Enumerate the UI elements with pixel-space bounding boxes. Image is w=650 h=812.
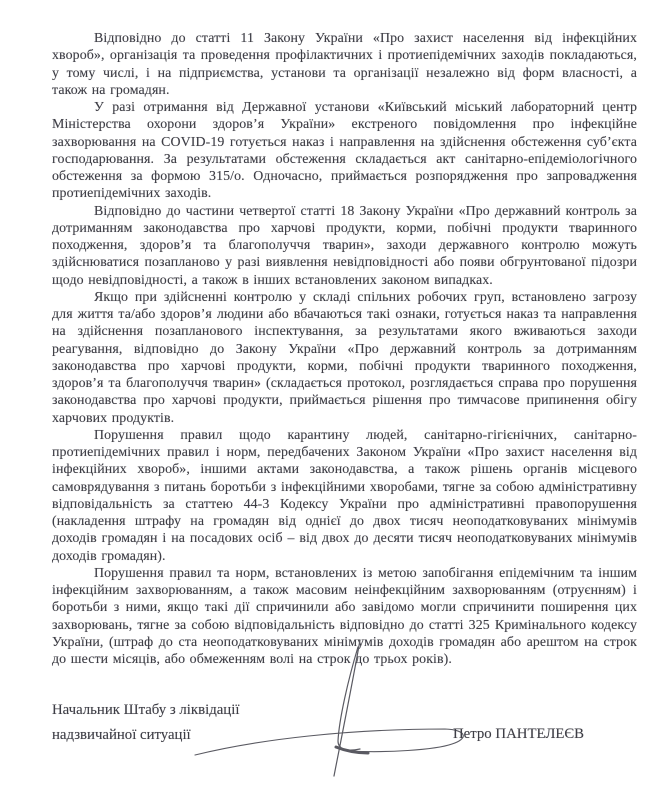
signer-name: Петро ПАНТЕЛЕЄВ bbox=[453, 726, 585, 742]
paragraph-2: У разі отримання від Державної установи «Київський міський лабораторний центр Міністерства охорони здоров’я України» екстреного повідомлення про інфекційне захворювання на COVID-19 готується наказ і направлення на здійснення обстеження суб’єкта господарювання. За результатами обстеження складається акт санітарно-епідеміологічного обстеження за формою 315/о. Одночасно, приймається розпорядження про запровадження протиепідемічних заходів. bbox=[52, 100, 637, 202]
paragraph-6: Порушення правил та норм, встановлених із метою запобігання епідемічним та іншим інфекційним захворюванням, а також масовим неінфекційним захворюванням (отруєнням) і боротьби з ними, якщо такі дії спричинили або завідомо могли спричинити поширення цих захворювань, тягне за собою відповідальність відповідно до статті 325 Кримінального кодексу України, (штраф до ста неоподатковуваних мінімумів доходів громадян або арештом на строк до шести місяців, або обмеженням волі на строк до трьох років). bbox=[52, 565, 637, 667]
signer-position-line-1: Начальник Штабу з ліквідації bbox=[52, 702, 240, 718]
paragraph-3: Відповідно до частини четвертої статті 18 Закону України «Про державний контроль за дотриманням законодавства про харчові продукти, корми, побічні продукти тваринного походження, здоров’я та благополуччя тварин», заходи державного контролю можуть здійснюватися позапланово у разі виявлення невідповідності або появи обгрунтованої підозри щодо невідповідності, а також в інших встановлених законом випадках. bbox=[52, 203, 637, 288]
paragraph-5: Порушення правил щодо карантину людей, санітарно-гігієнічних, санітарно-протиепідемічних правил і норм, передбачених Законом України «Про захист населення від інфекційних хвороб», іншими актами законодавства, а також рішень органів місцевого самоврядування з питань боротьби з інфекційними хворобами, тягне за собою адміністративну відповідальність за статтею 44-3 Кодексу України про адміністративні правопорушення (накладення штрафу на громадян від однієї до двох тисяч неоподатковуваних мінімумів доходів громадян і на посадових осіб – від двох до десяти тисяч неоподатковуваних мінімумів доходів громадян). bbox=[52, 427, 637, 564]
signer-position-line-2: надзвичайної ситуації bbox=[52, 727, 191, 743]
paragraph-4: Якщо при здійсненні контролю у складі спільних робочих груп, встановлено загрозу для життя та/або здоров’я людини або вбачаються такі ознаки, готується наказ та направлення на здійснення позапланового інспектування, за результатами якого вживаються заходи реагування, відповідно до Закону України «Про державний контроль за дотриманням законодавства про харчові продукти, корми, побічні продукти тваринного походження, здоров’я та благополуччя тварин» (складається протокол, розглядається справа про порушення законодавства про харчові продукти, приймається рішення про тимчасове припинення обігу харчових продуктів. bbox=[52, 289, 637, 426]
handwritten-signature-icon bbox=[150, 635, 490, 790]
document-body bbox=[52, 30, 637, 668]
paragraph-1: Відповідно до статті 11 Закону України «Про захист населення від інфекційних хвороб», організація та проведення профілактичних і протиепідемічних заходів покладаються, у тому числі, і на підприємства, установи та організації незалежно від форм власності, а також на громадян. bbox=[52, 31, 637, 98]
